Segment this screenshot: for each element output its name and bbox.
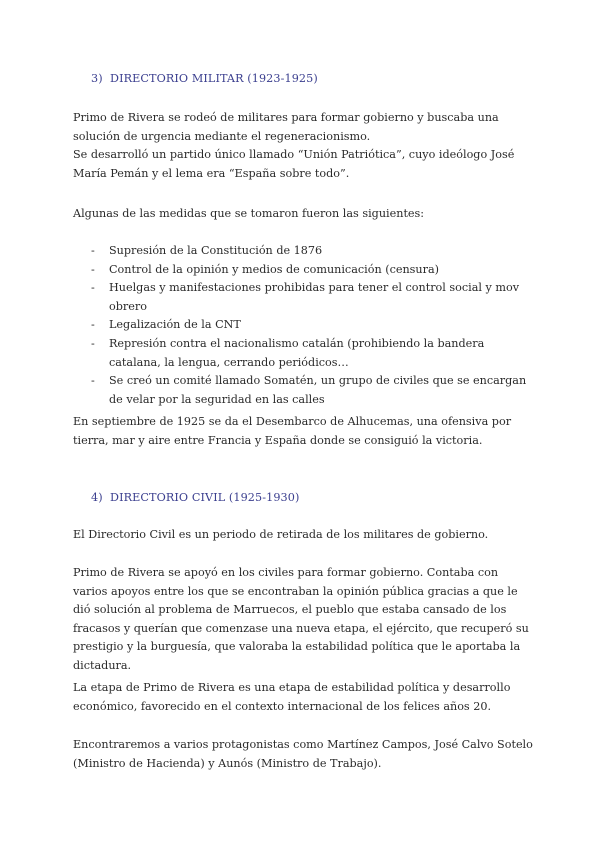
list-item bbox=[73, 279, 533, 316]
section-4-heading bbox=[91, 489, 299, 508]
section-3-number: 3) bbox=[91, 72, 103, 85]
list-item-text: Supresión de la Constitución de 1876 bbox=[109, 244, 323, 257]
section-4-paragraph bbox=[73, 564, 533, 676]
section-3-closing bbox=[73, 413, 533, 450]
closing-text: En septiembre de 1925 se da el Desembarco de Alhucemas, una ofensiva por tierra, mar y aire entre Francia y España donde se consiguió la victoria. bbox=[73, 415, 512, 447]
section-4-paragraph bbox=[73, 679, 533, 716]
paragraph-text: Primo de Rivera se apoyó en los civiles para formar gobierno. Contaba con varios apoyos entre los que se encontraban la opinión pública gracias a que le dió solución al problema de Marruecos, el pueblo que estaba cansado de los fracasos y querían que comenzase una nueva etapa, el ejército, que recuperó su prestigio y la burguesía, que valoraba la estabilidad política que le aportaba la dictadura. bbox=[73, 566, 529, 672]
measures-list bbox=[73, 242, 533, 409]
list-item-text: Huelgas y manifestaciones prohibidas para tener el control social y mov obrero bbox=[109, 281, 520, 313]
bullet-dash: - bbox=[91, 374, 95, 388]
list-item-text: Legalización de la CNT bbox=[109, 318, 241, 332]
bullet-dash: - bbox=[91, 336, 95, 350]
bullet-dash: - bbox=[91, 281, 95, 295]
measures-intro bbox=[73, 205, 533, 224]
section-4-title: DIRECTORIO CIVIL (1925-1930) bbox=[110, 491, 300, 504]
list-item-text: Se creó un comité llamado Somatén, un grupo de civiles que se encargan de velar por la seguridad en las calles bbox=[109, 374, 527, 406]
section-3-intro bbox=[73, 109, 533, 183]
intro-line-2: Se desarrolló un partido único llamado “Unión Patriótica”, cuyo ideólogo José María Pemán y el lema era “España sobre todo”. bbox=[73, 148, 515, 180]
paragraph-text: El Directorio Civil es un periodo de retirada de los militares de gobierno. bbox=[73, 528, 489, 541]
section-3-title: DIRECTORIO MILITAR (1923-1925) bbox=[110, 72, 318, 85]
section-4-paragraph bbox=[73, 526, 533, 545]
section-3-heading bbox=[91, 70, 318, 89]
list-item-text: Control de la opinión y medios de comunicación (censura) bbox=[109, 262, 439, 276]
bullet-dash: - bbox=[91, 244, 95, 257]
bullet-dash: - bbox=[91, 262, 95, 276]
list-item bbox=[73, 261, 533, 280]
list-item-text: Represión contra el nacionalismo catalán (prohibiendo la bandera catalana, la lengua, cerrando periódicos… bbox=[109, 336, 485, 369]
list-item bbox=[73, 335, 533, 372]
list-item bbox=[73, 372, 533, 409]
paragraph-text: La etapa de Primo de Rivera es una etapa de estabilidad política y desarrollo económico, favorecido en el contexto internacional de los felices años 20. bbox=[73, 681, 511, 713]
measures-intro-text: Algunas de las medidas que se tomaron fueron las siguientes: bbox=[73, 207, 425, 220]
intro-line-1: Primo de Rivera se rodeó de militares para formar gobierno y buscaba una solución de urgencia mediante el regeneracionismo. bbox=[73, 111, 499, 143]
bullet-dash: - bbox=[91, 318, 95, 332]
list-item bbox=[73, 316, 533, 335]
list-item bbox=[73, 242, 533, 261]
paragraph-text: Encontraremos a varios protagonistas como Martínez Campos, José Calvo Sotelo (Ministro de Hacienda) y Aunós (Ministro de Trabajo). bbox=[73, 738, 533, 770]
section-4-paragraph bbox=[73, 736, 533, 773]
section-4-number: 4) bbox=[91, 491, 103, 504]
